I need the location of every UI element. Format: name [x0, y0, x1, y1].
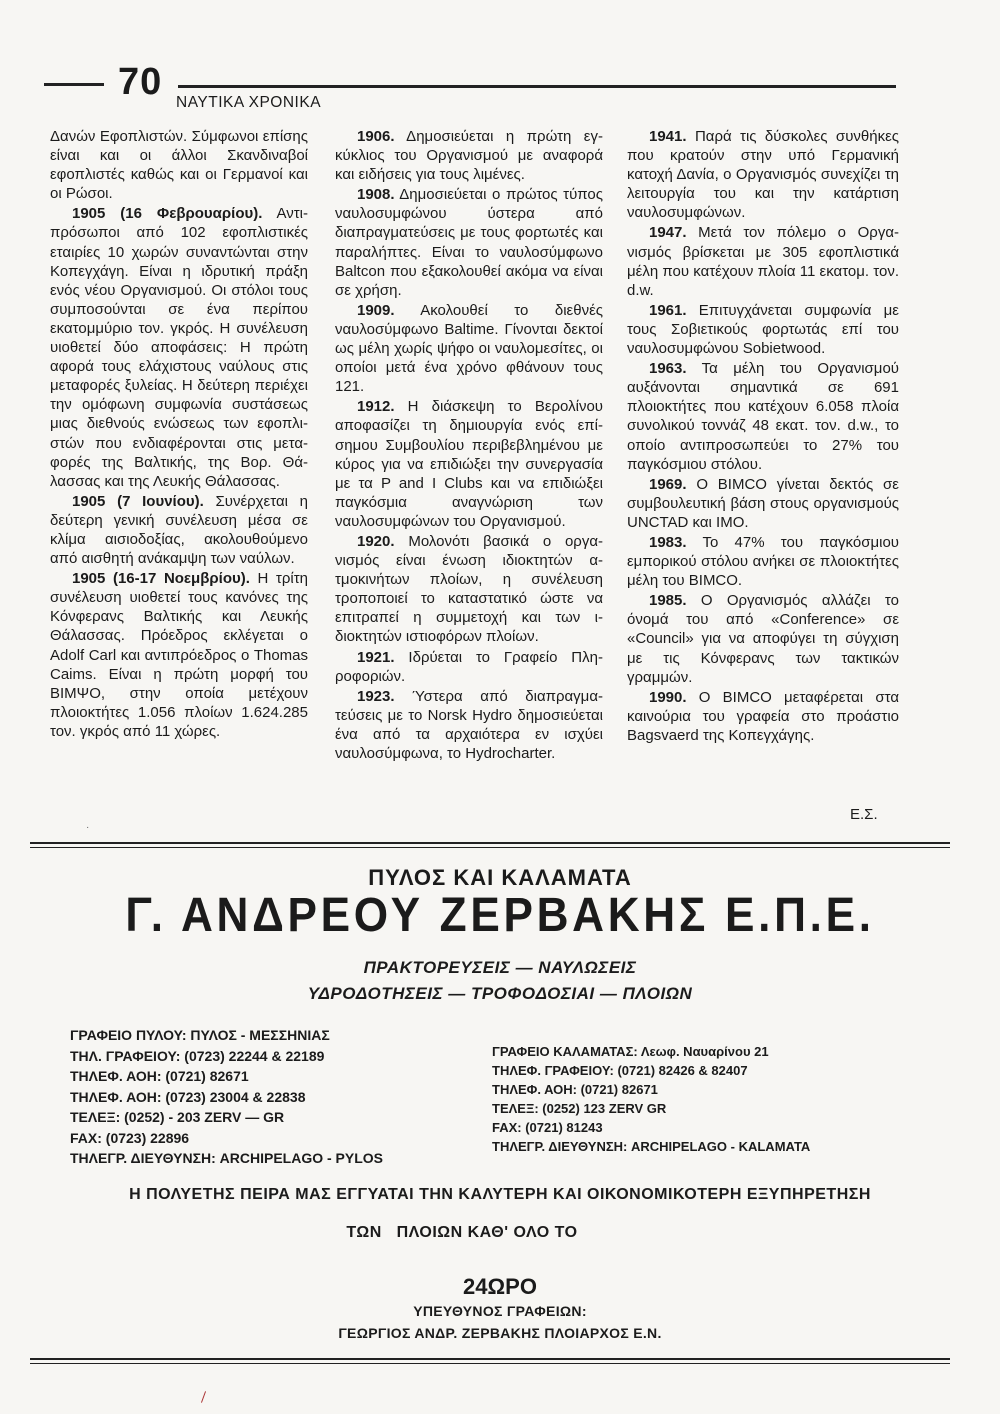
article-column-1: [50, 127, 308, 742]
contact-line: ΤΗΛΕΦ. ΑΟΗ: (0721) 82671: [70, 1068, 249, 1084]
contact-line: ΤΗΛΕΦ. ΑΟΗ: (0721) 82671: [492, 1082, 658, 1097]
contact-line: ΓΡΑΦΕΙΟ ΚΑΛΑΜΑΤΑΣ: Λεωφ. Ναυαρίνου 21: [492, 1044, 769, 1059]
entry-year: 1921.: [357, 648, 395, 666]
entry-text: Δημοσιεύεται ο πρώτος τύπος ναυλοσυμφώνου ύστερα από διαπραγματεύσεις με τους φορτωτές και παραλήπτες. Είναι το ναυλοσύμφωνο Baltcon που εξακολουθεί ακόμα να είναι σε χρήση.: [335, 186, 603, 299]
page-number: 70: [118, 61, 163, 103]
entry-1905-jun: [50, 492, 308, 568]
entry-1905-nov: [50, 569, 308, 741]
entry-text: Ο Οργανισμός αλλάζει το όνομά του από «Conference» σε «Council» για να αποφύγει τη σύγχιση με τις Κόνφερανς των τακτικών γραμμών.: [627, 592, 899, 686]
entry-year: 1969.: [649, 475, 687, 493]
author-signature: Ε.Σ.: [850, 806, 878, 823]
responsible-name: ΓΕΩΡΓΙΟΣ ΑΝΔΡ. ΖΕΡΒΑΚΗΣ ΠΛΟΙΑΡΧΟΣ Ε.Ν.: [338, 1325, 662, 1341]
entry-text: Ο BIMCO γίνεται δεκτός σε συμβουλευτική βάση στους οργανισμούς UNCTAD και IMO.: [627, 475, 899, 531]
entry-1947: [627, 223, 899, 299]
entry-year: 1923.: [357, 687, 395, 705]
entry-1961: [627, 301, 899, 358]
entry-1923: [335, 687, 603, 763]
entry-year: 1961.: [649, 301, 687, 319]
entry-text: Ιδρύεται το Γραφείο Πληροφοριών.: [335, 648, 603, 685]
kalamata-office-contacts: [492, 1042, 810, 1156]
header-dash: [44, 83, 104, 86]
entry-year: 1983.: [649, 533, 687, 551]
entry-text: Ακολουθεί το διεθνές ναυλοσύμφωνο Baltime. Γίνονται δεκτοί ως μέλη χωρίς ψήφο οι ναυλομεσίτες, οι οποίοι μετά ένα χρόνο φθάνουν τους 121.: [335, 301, 603, 396]
ad-city-heading: ΠΥΛΟΣ ΚΑΙ ΚΑΛΑΜΑΤΑ: [368, 865, 632, 890]
entry-year: 1908.: [357, 186, 395, 204]
entry-year: 1963.: [649, 360, 687, 378]
entry-1909: [335, 301, 603, 396]
entry-text: Τα μέλη του Οργανισμού αυξάνονται σημαντικά σε 691 πλοιοκτήτες που κατέχουν 6.058 πλοία συνολικού τοννάζ 48 εκατ. τον. d.w., το οποίο αντιπροσωπεύει το 27% του παγκόσμιου στόλου.: [627, 360, 899, 473]
entry-1906: [335, 127, 603, 184]
entry-1921: [335, 648, 603, 686]
intro-paragraph: Δανών Εφοπλιστών. Σύμφωνοι επίσης είναι και οι άλλοι Σκανδιναβοί εφοπλιστές καθώς και οι Γερμανοί και οι Ρώσοι.: [50, 128, 308, 203]
entry-year: 1905 (16 Φεβρουαρίου).: [72, 205, 263, 223]
header-rule: [178, 85, 896, 88]
entry-1908: [335, 185, 603, 300]
ad-slogan-line-1: Η ΠΟΛΥΕΤΗΣ ΠΕΙΡΑ ΜΑΣ ΕΓΓΥΑΤΑΙ ΤΗΝ ΚΑΛΥΤΕΡΗ ΚΑΙ ΟΙΚΟΝΟΜΙΚΟΤΕΡΗ ΕΞΥΠΗΡΕΤΗΣΗ: [129, 1186, 871, 1203]
contact-line: ΤΗΛΕΓΡ. ΔΙΕΥΘΥΝΣΗ: ARCHIPELAGO - PYLOS: [70, 1150, 384, 1166]
entry-year: 1912.: [357, 398, 395, 416]
entry-1941: [627, 127, 899, 222]
responsible-label: ΥΠΕΥΘΥΝΟΣ ΓΡΑΦΕΙΩΝ:: [413, 1303, 587, 1319]
entry-text: Δημοσιεύεται η πρώτη εγκύκλιος του Οργανισμού με αναφορά και ειδήσεις για τους λιμένες.: [335, 128, 603, 184]
entry-text: Μετά τον πόλεμο ο Οργανισμός βρίσκεται με 305 εφοπλιστικά μέλη που κατέχουν πλοία 11 εκατομ. τον. d.w.: [627, 224, 899, 299]
entry-1985: [627, 591, 899, 686]
entry-text: Η διάσκεψη το Βερολίνου αποφασίζει τη δημιουργία ενός επίσημου Συμβουλίου περιβεβλημένου με κύρος για να επιδιώξει την συνεργασία με τα P and I Clubs και να επιδιώξει παγκόσμια αναγνώριση των ναυλοσυμφώνων του Οργανισμού.: [335, 398, 603, 530]
contact-line: ΤΗΛΕΦ. ΑΟΗ: (0723) 23004 & 22838: [70, 1088, 306, 1105]
entry-1905-feb: [50, 204, 308, 490]
ad-slogan-line-2: ΤΩΝ ΠΛΟΙΩΝ ΚΑΘ' ΟΛΟ ΤΟ: [346, 1224, 578, 1241]
entry-text: Η τρίτη συνέλευση υιοθετεί τους κανόνες της Κόνφερανς Βαλτικής και Λευκής Θάλασσας. Πρόεδρος εκλέγεται ο Adolf Carl και αντιπρόεδρος ο Thomas Caims. Είναι η πρώτη μορφή του ΒΙΜΨΟ, στην οποία μετέχουν πλοιοκτήτες 1.056 πλοίων 1.624.285 τον. γκρός από 11 χώρες.: [50, 570, 308, 740]
pen-mark: [201, 1391, 206, 1403]
article-column-3: [627, 127, 899, 746]
print-mark: ·: [86, 822, 90, 833]
ad-company-name: Γ. ΑΝΔΡΕΟΥ ΖΕΡΒΑΚΗΣ Ε.Π.Ε.: [125, 889, 875, 942]
entry-year: 1941.: [649, 128, 687, 145]
entry-1990: [627, 688, 899, 745]
entry-text: Επιτυγχάνεται συμφωνία με τους Σοβιετικούς φορτωτάς επί του ναυλοσυμφώνου Sobietwood.: [627, 301, 899, 358]
entry-year: 1920.: [357, 532, 395, 550]
entry-text: Ο BIMCO μεταφέρεται στα καινούρια του γραφεία στο προάστιο Bagsvaerd της Κοπεγχάγης.: [627, 688, 899, 744]
entry-1983: [627, 533, 899, 590]
ad-top-border: [30, 842, 950, 848]
entry-text: Ύστερα από διαπραγματεύσεις με το Norsk Hydro δημοσιεύεται ένα από τα αρχαιότερα εν ισχύει ναυλοσύμφωνα, το Hydrocharter.: [335, 687, 603, 762]
entry-text: Το 47% του παγκόσμιου εμπορικού στόλου ανήκει σε πλοιοκτήτες μέλη του BIMCO.: [627, 533, 899, 590]
entry-year: 1985.: [649, 592, 687, 610]
entry-1969: [627, 475, 899, 532]
entry-text: Αντιπρόσωποι από 102 εφοπλιστικές εταιρίες 10 χωρών συναντώνται στην Κοπεγχάγη. Είναι η ιδρυτική πράξη ενός νέου Οργανισμού. Οι στόλοι τους συμποσούνται σε ένα περίπου εκατομμύριο τον. γκρός. Η συνέλευση υιοθετεί δύο αποφάσεις: Η πρώτη αφορά τους ελάχιστους ναύλους στις μεταφορές ξυλείας. Η δεύτερη περιέχει την ομόφωνη συμφωνία συστάσεως μιας διεθνούς ενώσεως των εφοπλιστών που ενδιαφέρονται στις μεταφορές της Βαλτικής, της Βορ. Θάλασσας και της Λευκής Θάλασσας.: [50, 205, 308, 490]
entry-text: Συνέρχεται η δεύτερη γενική συνέλευση μέσα σε κλίμα αισιοδοξίας, ακολουθούμενο από αισθητή ανάκαμψη των ναύλων.: [50, 492, 309, 568]
entry-1963: [627, 359, 899, 474]
contact-line: ΤΗΛΕΦ. ΓΡΑΦΕΙΟΥ: (0721) 82426 & 82407: [492, 1063, 748, 1078]
contact-line: ΤΕΛΕΞ: (0252) 123 ZERV GR: [492, 1101, 667, 1116]
entry-year: 1905 (16-17 Νοεμβρίου).: [72, 570, 250, 588]
publication-title: ΝΑΥΤΙΚΑ ΧΡΟΝΙΚΑ: [176, 94, 322, 111]
entry-year: 1990.: [649, 688, 687, 706]
entry-text: Μολονότι βασικά ο οργανισμός είναι ένωση ιδιοκτητών ατμοκινήτων πλοίων, η συνέλευση τροποποιεί το καταστατικό ώστε να επιτραπεί η συμμετοχή και των ιδιοκτητών ιστιοφόρων πλοίων.: [335, 532, 603, 646]
entry-year: 1906.: [357, 128, 395, 145]
ad-services-line-2: ΥΔΡΟΔΟΤΗΣΕΙΣ — ΤΡΟΦΟΔΟΣΙΑΙ — ΠΛΟΙΩΝ: [307, 984, 693, 1003]
contact-line: FAX: (0721) 81243: [492, 1120, 603, 1135]
entry-year: 1909.: [357, 301, 395, 319]
ad-bottom-border: [30, 1358, 950, 1364]
entry-text: Παρά τις δύσκολες συνθήκες που κρατούν στην υπό Γερμανική κατοχή Δανία, ο Οργανισμός συνεχίζει τη λειτουργία του και την κατάρτιση ναυλοσυμφώνων.: [627, 128, 899, 222]
entry-1920: [335, 532, 603, 647]
entry-year: 1947.: [649, 224, 687, 242]
contact-line: FAX: (0723) 22896: [70, 1129, 190, 1146]
entry-year: 1905 (7 Ιουνίου).: [72, 492, 204, 510]
contact-line: ΤΕΛΕΞ: (0252) - 203 ZERV — GR: [70, 1109, 285, 1125]
ad-hours: 24ΩΡΟ: [463, 1274, 537, 1299]
ad-services-line-1: ΠΡΑΚΤΟΡΕΥΣΕΙΣ — ΝΑΥΛΩΣΕΙΣ: [363, 958, 637, 977]
article-column-2: [335, 127, 603, 764]
pylos-office-contacts: [70, 1025, 383, 1169]
contact-line: ΤΗΛΕΓΡ. ΔΙΕΥΘΥΝΣΗ: ARCHIPELAGO - KALAMATA: [492, 1139, 811, 1154]
contact-line: ΓΡΑΦΕΙΟ ΠΥΛΟΥ: ΠΥΛΟΣ - ΜΕΣΣΗΝΙΑΣ: [70, 1027, 330, 1043]
entry-1912: [335, 397, 603, 531]
contact-line: ΤΗΛ. ΓΡΑΦΕΙΟΥ: (0723) 22244 & 22189: [70, 1047, 325, 1064]
